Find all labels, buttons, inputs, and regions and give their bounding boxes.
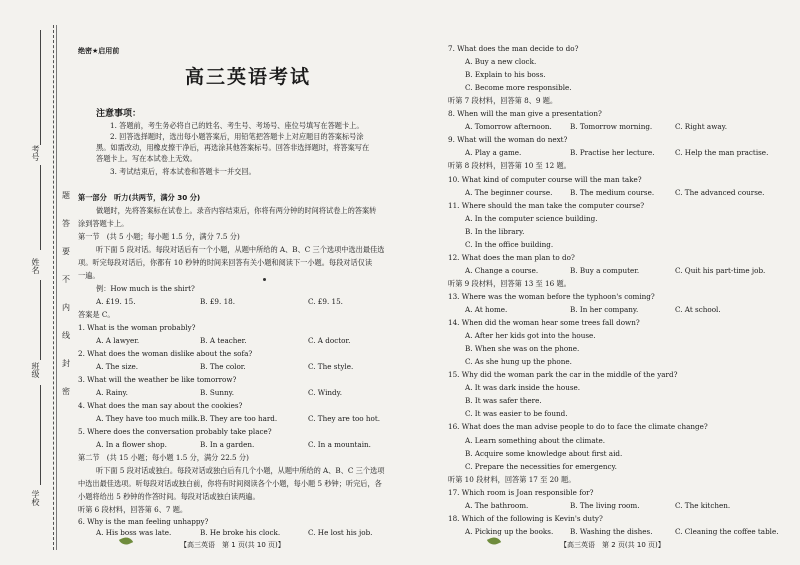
part1-desc: 做题时，先将答案标在试卷上。录音内容结束后，你将有两分钟的时间将试卷上的答案转: [96, 206, 377, 215]
question: 17. Which room is Joan responsible for?: [448, 487, 594, 497]
option-5b: B. In a garden.: [200, 440, 255, 449]
seal-char: 答: [62, 219, 70, 228]
note-line: 3. 考试结束后，将本试卷和答题卡一并交回。: [110, 167, 256, 176]
option-row-item: A. At home.: [465, 305, 508, 314]
seal-char: 内: [62, 303, 70, 312]
example-answer: 答案是 C。: [78, 310, 115, 319]
material-note: 听第 10 段材料，回答第 17 至 20 题。: [448, 474, 576, 484]
section1-heading: 第一节 (共 5 小题；每小题 1.5 分，满分 7.5 分): [78, 232, 240, 241]
part1-heading: 第一部分 听力(共两节，满分 30 分): [78, 193, 201, 202]
option-row-item: C. At school.: [675, 305, 721, 314]
option: B. Explain to his boss.: [465, 70, 546, 80]
seal-char: 要: [62, 247, 70, 256]
option: C. As she hung up the phone.: [465, 357, 572, 367]
note-line: 黑。如需改动，用橡皮擦干净后，再选涂其他答案标号。回答非选择题时，将答案写在: [96, 143, 370, 152]
example-question: 例：How much is the shirt?: [96, 284, 195, 293]
option-5c: C. In a mountain.: [308, 440, 371, 449]
option-1c: C. A doctor.: [308, 336, 351, 345]
option: C. Prepare the necessities for emergency.: [465, 461, 617, 471]
label-xuexiao: 学校: [31, 490, 40, 506]
seal-char: 题: [62, 191, 70, 200]
section2-heading: 第二节 (共 15 小题；每小题 1.5 分，满分 22.5 分): [78, 453, 249, 462]
option: A. In the computer science building.: [465, 213, 598, 223]
option-row-item: A. Tomorrow afternoon.: [465, 122, 552, 132]
option-row-item: C. The advanced course.: [675, 187, 765, 197]
question-5: 5. Where does the conversation probably take place?: [78, 427, 272, 436]
option-row-item: B. The medium course.: [570, 187, 655, 197]
option-row-item: B. Practise her lecture.: [570, 148, 655, 158]
option-row-item: C. Cleaning the coffee table.: [675, 526, 779, 536]
option: B. It was safer there.: [465, 396, 542, 406]
exam-title: 高三英语考试: [185, 66, 312, 88]
xuexiao-underline: [40, 385, 41, 485]
option-row-item: B. In her company.: [570, 305, 639, 314]
example-option: A. £19. 15.: [96, 297, 136, 306]
label-kaohao: 考号: [31, 145, 40, 161]
question: 13. Where was the woman before the typhoon's coming?: [448, 291, 655, 301]
option-row-item: B. Tomorrow morning.: [570, 122, 653, 132]
seal-solid-line: [56, 25, 57, 550]
option-row-item: A. Change a course.: [465, 265, 539, 275]
label-banji: 班级: [31, 362, 40, 378]
option-row-item: B. Washing the dishes.: [570, 526, 653, 536]
option-row-item: A. The bathroom.: [465, 500, 529, 510]
page-footer-left: 【高三英语 第 1 页(共 10 页)】: [180, 541, 285, 549]
option-6a: A. His boss was late.: [96, 528, 172, 537]
option-4c: C. They are too hot.: [308, 414, 381, 423]
part1-desc: 涂到答题卡上。: [78, 219, 129, 228]
seal-char: 不: [62, 275, 70, 284]
kaohao-underline: [40, 30, 41, 145]
question: 14. When did the woman hear some trees fall down?: [448, 318, 640, 328]
option-row-item: A. Picking up the books.: [465, 526, 554, 536]
option-row-item: B. The living room.: [570, 500, 640, 510]
option-2a: A. The size.: [96, 362, 139, 371]
question: 10. What kind of computer course will the man take?: [448, 174, 642, 184]
question: 15. Why did the woman park the car in the middle of the yard?: [448, 370, 678, 380]
option: A. After her kids got into the house.: [465, 331, 596, 341]
question: 18. Which of the following is Kevin's duty?: [448, 513, 603, 523]
option-5a: A. In a flower shop.: [96, 440, 167, 449]
question: 11. Where should the man take the computer course?: [448, 200, 645, 210]
option: A. It was dark inside the house.: [465, 383, 581, 393]
question-4: 4. What does the man say about the cookies?: [78, 401, 243, 410]
option-4a: A. They have too much milk.: [96, 414, 200, 423]
option: A. Learn something about the climate.: [465, 435, 606, 445]
option: B. When she was on the phone.: [465, 344, 580, 354]
option-row-item: C. Right away.: [675, 122, 728, 132]
example-option: C. £9. 15.: [308, 297, 343, 306]
option-row-item: A. Play a game.: [465, 148, 522, 158]
option-2b: B. The color.: [200, 362, 246, 371]
option-1a: A. A lawyer.: [96, 336, 140, 345]
question: 8. When will the man give a presentation?: [448, 109, 602, 119]
material-6: 听第 6 段材料，回答第 6、7 题。: [78, 505, 188, 514]
section2-desc: 中选出最佳选项。听每段对话或独白前，你将有时间阅读各个小题，每小题 5 秒钟；听完后，各: [78, 479, 382, 488]
section1-desc: 项。听完每段对话后，你都有 10 秒钟的时间来回答有关小题和阅读下一小题。每段对话仅读: [78, 258, 373, 267]
option-row-item: C. Quit his part-time job.: [675, 265, 766, 275]
note-line: 2. 回答选择题时，选出每小题答案后，用铅笔把答题卡上对应题目的答案标号涂: [110, 132, 364, 141]
notes-heading: 注意事项：: [96, 109, 142, 119]
section2-desc: 小题将给出 5 秒钟的作答时间。每段对话或独白读两遍。: [78, 492, 260, 501]
question-3: 3. What will the weather be like tomorrow?: [78, 375, 237, 384]
question: 16. What does the man advise people to do to face the climate change?: [448, 422, 708, 432]
section1-desc: 一遍。: [78, 271, 100, 280]
section1-desc: 听下面 5 段对话。每段对话后有一个小题，从题中所给的 A、B、C 三个选项中选出最佳选: [96, 245, 385, 254]
option: C. It was easier to be found.: [465, 409, 568, 419]
material-note: 听第 7 段材料，回答第 8、9 题。: [448, 96, 558, 106]
option: B. Acquire some knowledge about first aid.: [465, 448, 623, 458]
seal-dashed-line: [53, 25, 54, 550]
seal-char: 封: [62, 359, 70, 368]
xingming-underline: [40, 165, 41, 250]
option-4b: B. They are too hard.: [200, 414, 278, 423]
ink-dot: [263, 278, 266, 281]
option-6b: B. He broke his clock.: [200, 528, 281, 537]
label-xingming: 姓名: [31, 258, 40, 274]
option-6c: C. He lost his job.: [308, 528, 373, 537]
option: C. In the office building.: [465, 239, 554, 249]
option-1b: B. A teacher.: [200, 336, 247, 345]
example-option: B. £9. 18.: [200, 297, 235, 306]
option: B. In the library.: [465, 226, 525, 236]
option-row-item: B. Buy a computer.: [570, 265, 640, 275]
seal-char: 密: [62, 387, 70, 396]
option-3c: C. Windy.: [308, 388, 342, 397]
option-3a: A. Rainy.: [96, 388, 128, 397]
option-2c: C. The style.: [308, 362, 354, 371]
question: 7. What does the man decide to do?: [448, 44, 579, 53]
question: 9. What will the woman do next?: [448, 135, 568, 145]
banji-underline: [40, 280, 41, 360]
seal-char: 线: [62, 331, 70, 340]
material-note: 听第 9 段材料，回答第 13 至 16 题。: [448, 278, 571, 288]
note-line: 1. 答题前，考生务必将自己的姓名、考生号、考场号、座位号填写在答题卡上。: [110, 121, 364, 130]
page-footer-right: 【高三英语 第 2 页(共 10 页)】: [560, 541, 665, 549]
option-row-item: A. The beginner course.: [465, 187, 553, 197]
option: A. Buy a new clock.: [465, 57, 537, 67]
note-line: 答题卡上。写在本试卷上无效。: [96, 154, 197, 163]
confidential-mark: 绝密★启用前: [78, 47, 120, 55]
question: 12. What does the man plan to do?: [448, 252, 575, 262]
option-row-item: C. The kitchen.: [675, 500, 731, 510]
binding-margin: [0, 0, 58, 565]
question-6: 6. Why is the man feeling unhappy?: [78, 517, 209, 526]
option-3b: B. Sunny.: [200, 388, 235, 397]
question-1: 1. What is the woman probably?: [78, 323, 196, 332]
section2-desc: 听下面 5 段对话或独白。每段对话或独白后有几个小题，从题中所给的 A、B、C 三个选项: [96, 466, 385, 475]
leaf-icon: [487, 535, 501, 547]
option: C. Become more responsible.: [465, 83, 572, 93]
material-note: 听第 8 段材料，回答第 10 至 12 题。: [448, 161, 571, 171]
option-row-item: C. Help the man practise.: [675, 148, 769, 158]
question-2: 2. What does the woman dislike about the sofa?: [78, 349, 253, 358]
